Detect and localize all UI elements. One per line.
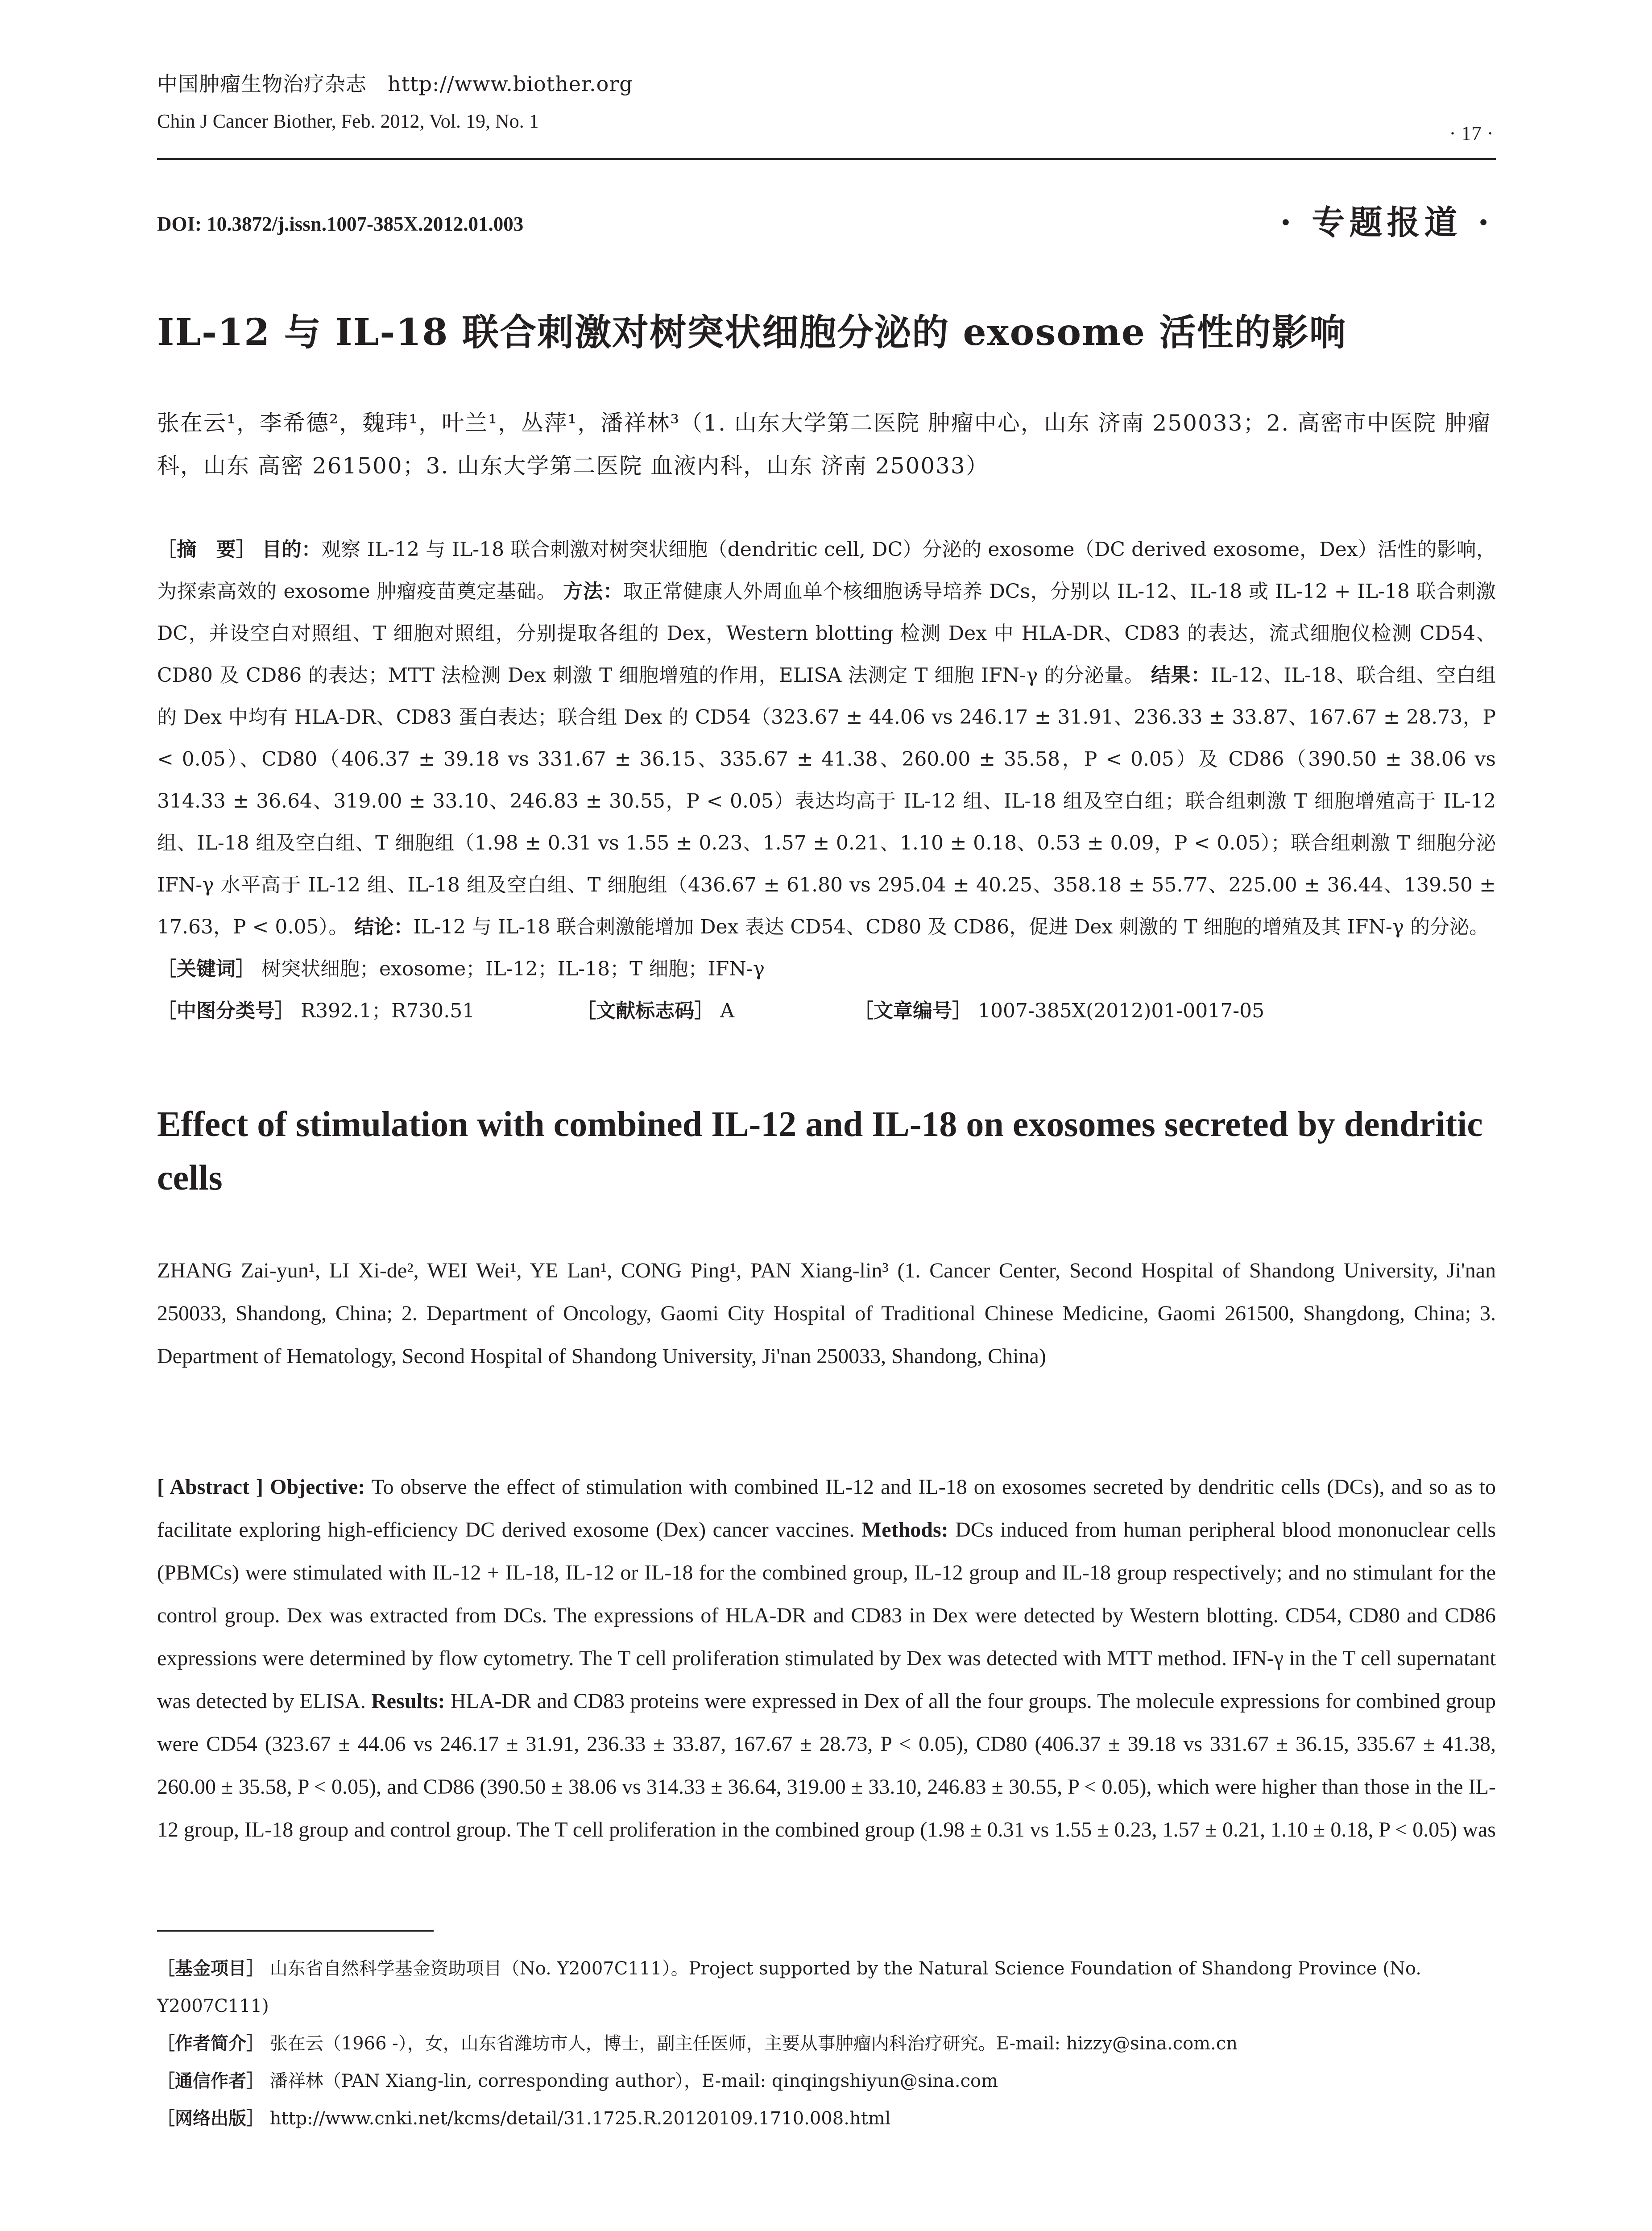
abstract-en-label: [ Abstract ] xyxy=(157,1475,264,1499)
page-number: · 17 · xyxy=(1449,122,1494,145)
clc-value: R392.1；R730.51 xyxy=(301,999,475,1022)
footnote-online-publication[interactable] xyxy=(157,2100,1496,2137)
footnote-author-bio xyxy=(157,2025,1496,2062)
doi[interactable]: DOI: 10.3872/j.issn.1007-385X.2012.01.003 xyxy=(157,213,524,235)
objective-label-en: Objective: xyxy=(270,1475,365,1499)
keywords-cn: 树突状细胞；exosome；IL-12；IL-18；T 细胞；IFN-γ xyxy=(261,958,765,980)
footnote-text: 山东省自然科学基金资助项目（No. Y2007C111）。Project supported by the Natural Science Foundation of Shandong Province (No. Y2007C111) xyxy=(157,1958,1421,2016)
objective-label-cn: 目的： xyxy=(262,538,321,561)
footnote-link[interactable]: http://www.cnki.net/kcms/detail/31.1725.R.20120109.1710.008.html xyxy=(269,2108,891,2129)
footnote-funding xyxy=(157,1950,1496,2025)
abstract-cn-label: ［摘 要］ xyxy=(157,538,256,561)
footnote-label: ［通信作者］ xyxy=(157,2070,264,2091)
footnote-label: ［基金项目］ xyxy=(157,1958,264,1979)
methods-label-cn: 方法： xyxy=(563,580,623,603)
header-rule xyxy=(157,158,1496,160)
article-number-value: 1007-385X(2012)01-0017-05 xyxy=(977,999,1265,1022)
results-en: HLA-DR and CD83 proteins were expressed in Dex of all the four groups. The molecule expressions for combined group were CD54 (323.67 ± 44.06 vs 246.17 ± 31.91, 236.33 ± 33.87, 167.67 ± 28.73, P < 0.05), CD80 (406.37 ± 39.18 vs 331.67 ± 36.15, 335.67 ± 41.38, 260.00 ± 35.58, P < 0.05), and CD86 (390.50 ± 38.06 vs 314.33 ± 36.64, 319.00 ± 33.10, 246.83 ± 30.55, P < 0.05), which were higher than those in the IL-12 group, IL-18 group and control group. The T cell proliferation in the combined group (1.98 ± 0.31 vs 1.55 ± 0.23, 1.57 ± 0.21, 1.10 ± 0.18, P < 0.05) was xyxy=(157,1689,1496,1841)
title-cn: IL-12 与 IL-18 联合刺激对树突状细胞分泌的 exosome 活性的影响 xyxy=(157,311,1347,354)
clc-label: ［中图分类号］ xyxy=(157,999,294,1022)
objective-cn: 观察 IL-12 与 IL-18 联合刺激对树突状细胞（dendritic cell, DC）分泌的 exosome（DC derived exosome，Dex）活性的影响，为探索高效的 exosome 肿瘤疫苗奠定基础。 xyxy=(157,538,1496,603)
conclusion-cn: IL-12 与 IL-18 联合刺激能增加 Dex 表达 CD54、CD80 及 CD86，促进 Dex 刺激的 T 细胞的增殖及其 IFN-γ 的分泌。 xyxy=(413,916,1489,938)
doc-code-value: A xyxy=(720,999,734,1022)
footnote-corresponding-author xyxy=(157,2062,1496,2100)
journal-name-cn: 中国肿瘤生物治疗杂志 http://www.biother.org xyxy=(157,72,633,96)
objective-en: To observe the effect of stimulation with combined IL-12 and IL-18 on exosomes secreted by dendritic cells (DCs), and so as to facilitate exploring high-efficiency DC derived exosome (Dex) cancer vaccines. xyxy=(157,1475,1496,1542)
footnote-label: ［作者简介］ xyxy=(157,2033,264,2054)
methods-label-en: Methods: xyxy=(861,1518,948,1542)
journal-citation-en: Chin J Cancer Biother, Feb. 2012, Vol. 19, No. 1 xyxy=(157,110,539,132)
keywords-label-cn: ［关键词］ xyxy=(157,958,255,980)
doc-code-label: ［文献标志码］ xyxy=(576,999,714,1022)
methods-cn: 取正常健康人外周血单个核细胞诱导培养 DCs，分别以 IL-12、IL-18 或 IL-12 + IL-18 联合刺激 DC，并设空白对照组、T 细胞对照组，分别提取各组的 Dex，Western blotting 检测 Dex 中 HLA-DR、CD83 的表达，流式细胞仪检测 CD54、CD80 及 CD86 的表达；MTT 法检测 Dex 刺激 T 细胞增殖的作用，ELISA 法测定 T 细胞 IFN-γ 的分泌量。 xyxy=(157,580,1496,687)
results-cn: IL-12、IL-18、联合组、空白组的 Dex 中均有 HLA-DR、CD83 蛋白表达；联合组 Dex 的 CD54（323.67 ± 44.06 vs 246.17 ± 31.91、236.33 ± 33.87、167.67 ± 28.73，P < 0.05）、CD80（406.37 ± 39.18 vs 331.67 ± 36.15、335.67 ± 41.38、260.00 ± 35.58，P < 0.05）及 CD86（390.50 ± 38.06 vs 314.33 ± 36.64、319.00 ± 33.10、246.83 ± 30.55，P < 0.05）表达均高于 IL-12 组、IL-18 组及空白组；联合组刺激 T 细胞增殖高于 IL-12 组、IL-18 组及空白组、T 细胞组（1.98 ± 0.31 vs 1.55 ± 0.23、1.57 ± 0.21、1.10 ± 0.18、0.53 ± 0.09，P < 0.05）；联合组刺激 T 细胞分泌 IFN-γ 水平高于 IL-12 组、IL-18 组及空白组、T 细胞组（436.67 ± 61.80 vs 295.04 ± 40.25、358.18 ± 55.77、225.00 ± 36.44、139.50 ± 17.63，P < 0.05）。 xyxy=(157,664,1496,938)
results-label-cn: 结果： xyxy=(1151,664,1211,687)
methods-en: DCs induced from human peripheral blood mononuclear cells (PBMCs) were stimulated with IL-12 + IL-18, IL-12 or IL-18 for the combined group, IL-12 group and IL-18 group respectively; and no stimulant for the control group. Dex was extracted from DCs. The expressions of HLA-DR and CD83 in Dex were detected by Western blotting. CD54, CD80 and CD86 expressions were determined by flow cytometry. The T cell proliferation stimulated by Dex was detected with MTT method. IFN-γ in the T cell supernatant was detected by ELISA. xyxy=(157,1518,1496,1713)
footnote-text: 潘祥林（PAN Xiang-lin, corresponding author），E-mail: qinqingshiyun@sina.com xyxy=(269,2071,998,2091)
results-label-en: Results: xyxy=(371,1689,445,1713)
abstract-cn xyxy=(157,529,1496,1032)
authors-cn: 张在云¹，李希德²，魏玮¹，叶兰¹，丛萍¹，潘祥林³（1. 山东大学第二医院 肿瘤中心，山东 济南 250033；2. 高密市中医院 肿瘤科，山东 高密 261500；3. 山东大学第二医院 血液内科，山东 济南 250033） xyxy=(157,410,1491,479)
title-en: Effect of stimulation with combined IL-12 and IL-18 on exosomes secreted by dendritic cells xyxy=(157,1105,1483,1198)
footnote-text: 张在云（1966 -），女，山东省潍坊市人，博士，副主任医师，主要从事肿瘤内科治疗研究。E-mail: hizzy@sina.com.cn xyxy=(269,2033,1238,2054)
authors-en: ZHANG Zai-yun¹, LI Xi-de², WEI Wei¹, YE Lan¹, CONG Ping¹, PAN Xiang-lin³ (1. Cancer Center, Second Hospital of Shandong University, Ji'nan 250033, Shandong, China; 2. Department of Oncology, Gaomi City Hospital of Traditional Chinese Medicine, Gaomi 261500, Shangdong, China; 3. Department of Hematology, Second Hospital of Shandong University, Ji'nan 250033, Shandong, China) xyxy=(157,1259,1496,1368)
column-tag: · 专题报道 · xyxy=(1279,203,1494,242)
conclusion-label-cn: 结论： xyxy=(354,916,414,938)
footnote-label: ［网络出版］ xyxy=(157,2108,264,2129)
abstract-en xyxy=(157,1466,1496,1851)
footnotes xyxy=(157,1950,1496,2137)
article-number-label: ［文章编号］ xyxy=(853,999,972,1022)
footnote-rule xyxy=(157,1930,434,1932)
